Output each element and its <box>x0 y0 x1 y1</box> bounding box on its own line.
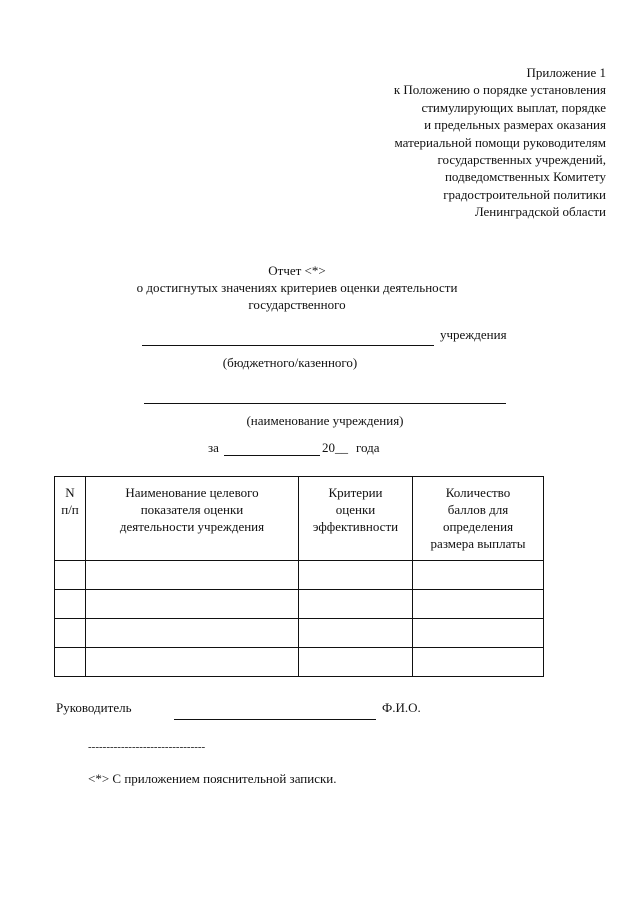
report-subtitle: о достигнутых значениях критериев оценки деятельности <box>136 280 458 295</box>
header-indicator <box>86 477 299 561</box>
table-row <box>55 619 544 648</box>
table-header-row <box>55 477 544 561</box>
report-title: Отчет <*> <box>268 263 326 278</box>
footnote-separator: -------------------------------- <box>88 741 206 753</box>
table-cell[interactable] <box>86 561 299 590</box>
period-suffix: года <box>356 440 380 455</box>
period-year <box>322 440 348 456</box>
table-cell[interactable] <box>55 619 86 648</box>
institution-type-blank[interactable] <box>142 345 434 346</box>
table-cell[interactable] <box>413 561 544 590</box>
table-cell[interactable] <box>299 561 413 590</box>
institution-type-hint: (бюджетного/казенного) <box>222 355 358 370</box>
header-points <box>413 477 544 561</box>
table-cell[interactable] <box>299 590 413 619</box>
year-blank[interactable]: __ <box>335 440 348 455</box>
header-points-text: Количество баллов для определения размера выплаты <box>430 485 526 551</box>
header-number-text: N п/п <box>61 485 79 517</box>
table-cell[interactable] <box>86 648 299 677</box>
appendix-line: Ленинградской области <box>474 204 606 220</box>
appendix-header <box>394 64 606 221</box>
table-cell[interactable] <box>299 648 413 677</box>
table-cell[interactable] <box>55 590 86 619</box>
table-row <box>55 648 544 677</box>
table-cell[interactable] <box>413 648 544 677</box>
institution-suffix: учреждения <box>440 327 507 342</box>
table-row <box>55 561 544 590</box>
appendix-line: к Положению о порядке установления <box>393 82 606 98</box>
period-blank[interactable] <box>224 455 320 456</box>
appendix-line: государственных учреждений, <box>437 152 606 168</box>
table-cell[interactable] <box>55 648 86 677</box>
signature-name-label: Ф.И.О. <box>382 700 421 715</box>
header-indicator-text: Наименование целевого показателя оценки деятельности учреждения <box>119 485 265 534</box>
institution-name-hint: (наименование учреждения) <box>246 413 404 428</box>
table-cell[interactable] <box>55 561 86 590</box>
institution-name-blank[interactable] <box>144 403 506 404</box>
table-row <box>55 590 544 619</box>
period-prefix: за <box>208 440 219 455</box>
table-cell[interactable] <box>86 619 299 648</box>
appendix-line: стимулирующих выплат, порядке <box>421 99 606 115</box>
header-number <box>55 477 86 561</box>
appendix-line: и предельных размерах оказания <box>424 117 606 133</box>
footnote-text: <*> С приложением пояснительной записки. <box>88 771 337 786</box>
signature-label: Руководитель <box>56 700 132 715</box>
table-cell[interactable] <box>413 619 544 648</box>
appendix-line: материальной помощи руководителям <box>394 134 606 150</box>
header-criteria <box>299 477 413 561</box>
appendix-line: градостроительной политики <box>443 186 606 202</box>
appendix-line: Приложение 1 <box>526 65 606 80</box>
signature-blank[interactable] <box>174 719 376 720</box>
table-cell[interactable] <box>299 619 413 648</box>
appendix-line: подведомственных Комитету <box>444 169 606 185</box>
year-prefix: 20 <box>322 440 335 455</box>
table-cell[interactable] <box>413 590 544 619</box>
report-subtitle-2: государственного <box>248 297 346 312</box>
report-table <box>54 476 544 677</box>
header-criteria-text: Критерии оценки эффективности <box>312 485 399 534</box>
table-cell[interactable] <box>86 590 299 619</box>
